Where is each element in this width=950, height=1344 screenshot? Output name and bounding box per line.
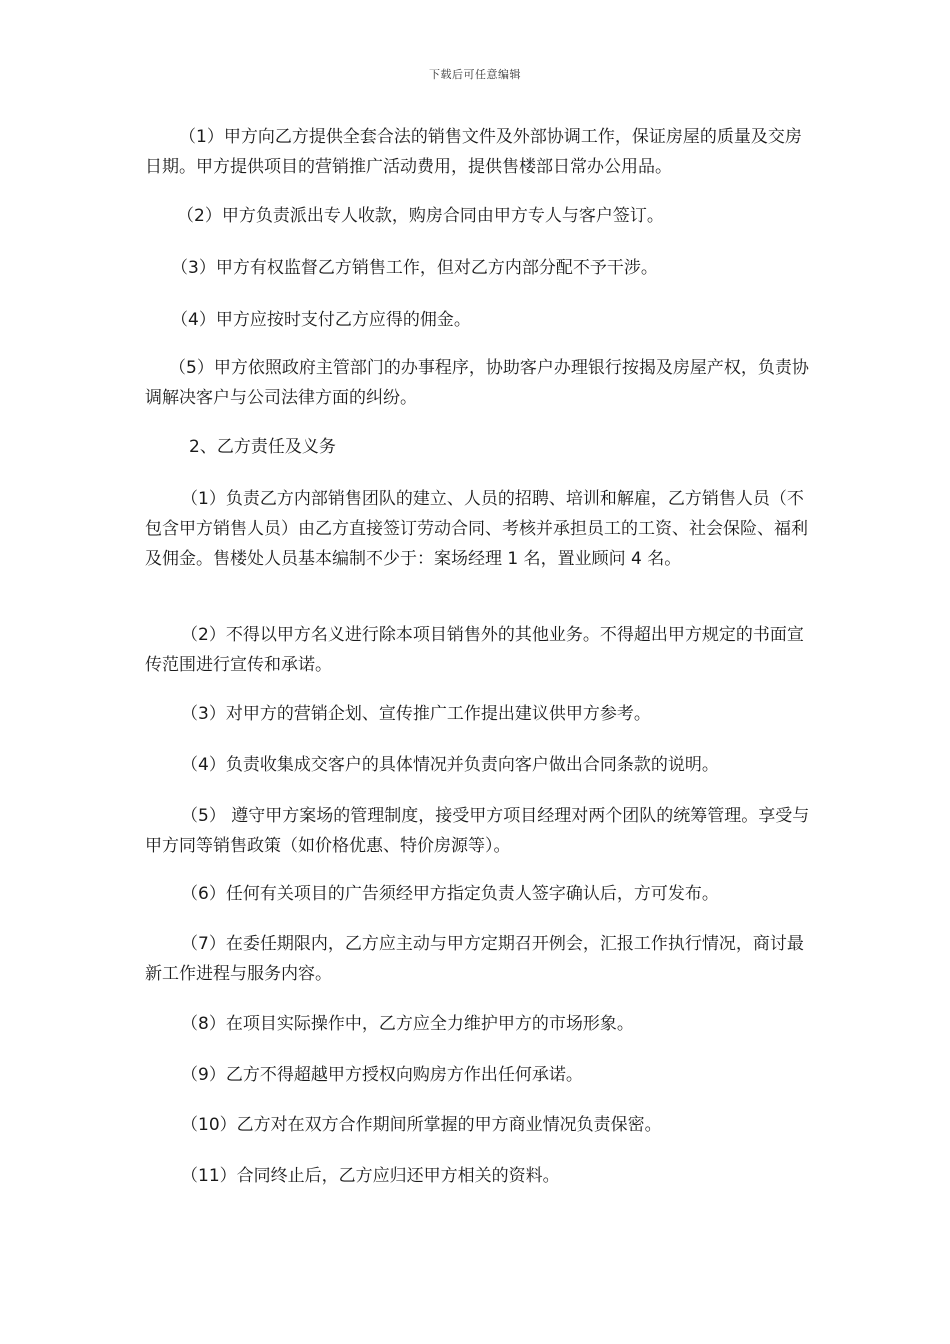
paragraph-4: （4）甲方应按时支付乙方应得的佣金。: [171, 310, 471, 330]
paragraph-6: （1）负责乙方内部销售团队的建立、人员的招聘、培训和解雇，乙方销售人员（不包含甲方销售人员）由乙方直接签订劳动合同、考核并承担员工的工资、社会保险、福利及佣金。售楼处人员基本编制不少于：案场经理 1 名，置业顾问 4 名。: [145, 489, 808, 569]
paragraph-12: （7）在委任期限内，乙方应主动与甲方定期召开例会，汇报工作执行情况，商讨最新工作进程与服务内容。: [145, 934, 804, 984]
paragraph-1: （1）甲方向乙方提供全套合法的销售文件及外部协调工作，保证房屋的质量及交房日期。甲方提供项目的营销推广活动费用，提供售楼部日常办公用品。: [145, 127, 802, 177]
paragraph-11: （6）任何有关项目的广告须经甲方指定负责人签字确认后，方可发布。: [181, 884, 719, 904]
section-heading: 2、乙方责任及义务: [189, 437, 336, 457]
paragraph-2: （2）甲方负责派出专人收款，购房合同由甲方专人与客户签订。: [177, 206, 664, 226]
paragraph-16: （11）合同终止后，乙方应归还甲方相关的资料。: [181, 1166, 560, 1186]
paragraph-8: （3）对甲方的营销企划、宣传推广工作提出建议供甲方参考。: [181, 704, 651, 724]
paragraph-5: （5）甲方依照政府主管部门的办事程序，协助客户办理银行按揭及房屋产权，负责协调解决客户与公司法律方面的纠纷。: [145, 358, 809, 408]
paragraph-7: （2）不得以甲方名义进行除本项目销售外的其他业务。不得超出甲方规定的书面宣传范围进行宣传和承诺。: [145, 625, 804, 675]
header-note: 下载后可任意编辑: [429, 68, 521, 81]
paragraph-13: （8）在项目实际操作中，乙方应全力维护甲方的市场形象。: [181, 1014, 634, 1034]
paragraph-3: （3）甲方有权监督乙方销售工作，但对乙方内部分配不予干涉。: [171, 258, 658, 278]
paragraph-15: （10）乙方对在双方合作期间所掌握的甲方商业情况负责保密。: [181, 1115, 662, 1135]
paragraph-10: （5） 遵守甲方案场的管理制度，接受甲方项目经理对两个团队的统筹管理。享受与甲方同等销售政策（如价格优惠、特价房源等）。: [145, 806, 810, 856]
paragraph-9: （4）负责收集成交客户的具体情况并负责向客户做出合同条款的说明。: [181, 755, 719, 775]
paragraph-14: （9）乙方不得超越甲方授权向购房方作出任何承诺。: [181, 1065, 583, 1085]
